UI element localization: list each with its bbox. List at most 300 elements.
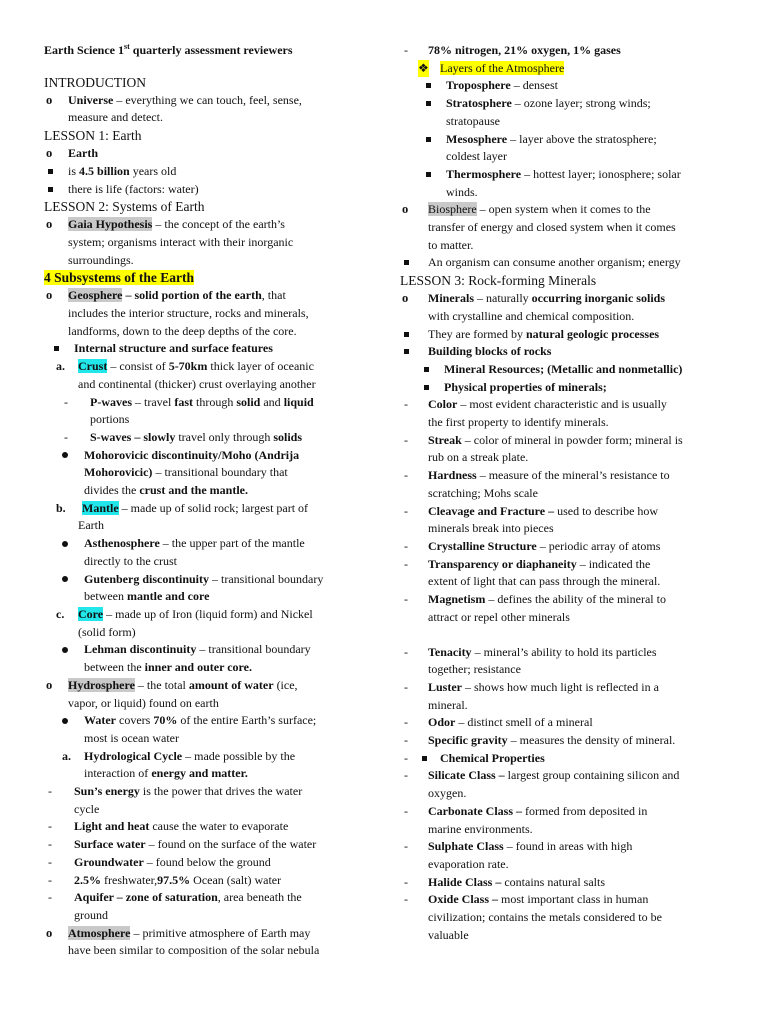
dash-marker: - [404,397,408,412]
text-run: largest group containing silicon and [504,768,680,783]
circle-bullet-icon: o [46,288,53,303]
letter-marker: b. [56,500,66,515]
list-item [44,429,362,447]
text-run: surroundings. [68,252,134,267]
line-continuation [44,730,362,748]
line-continuation [400,485,730,503]
dash-marker: - [404,468,408,483]
bold-term: Halide Class – [428,874,502,889]
text-run: travel only through [175,429,274,444]
text-run: – densest [510,78,559,93]
square-bullet-icon [48,169,53,174]
text-run: – transitional boundary that [152,465,288,480]
text-run: most important class in human [498,892,649,907]
list-item [44,783,362,801]
dash-marker: - [64,394,68,409]
list-item [44,287,362,305]
list-item [400,467,730,485]
line-continuation [44,109,362,127]
text-run: landforms, down to the deep depths of the core. [68,323,297,338]
bold-term: Streak [428,432,462,447]
dash-marker: - [404,538,408,553]
text-run: – found on the surface of the water [145,837,317,852]
bold-term: 78% nitrogen, 21% oxygen, 1% gases [428,43,621,57]
text-run: vapor, or liquid) found on earth [68,695,219,710]
highlighted-term: Geosphere [68,288,123,303]
text-run: – measures the density of mineral. [507,733,676,748]
text-run: – primitive atmosphere of Earth may [130,925,311,940]
line-continuation [44,907,362,925]
bold-term: inner and outer core. [144,660,252,675]
round-bullet-icon [62,647,68,653]
bold-term: Stratosphere [446,96,512,111]
bold-term: Internal structure and surface features [74,341,273,356]
circle-bullet-icon: o [46,92,53,107]
list-item [44,500,362,518]
text-run: extent of light that can pass through the mineral. [428,574,661,589]
text-run: coldest layer [446,149,507,164]
text-run: thick layer of oceanic [207,359,314,374]
text-run: They are formed by [428,326,526,341]
text-run: LESSON 1: Earth [44,128,142,144]
list-item [400,254,730,272]
dash-marker: - [404,432,408,447]
list-item [400,732,730,750]
bold-term: Mohorovicic discontinuity/Moho (Andrija [84,447,300,462]
text-run: together; resistance [428,662,521,677]
text-run: INTRODUCTION [44,74,146,90]
bold-term: Light and heat [74,819,150,834]
text-run: – transitional boundary [209,571,324,586]
list-item [44,925,362,943]
bold-term: fast [174,394,193,409]
dash-marker: - [404,715,408,730]
text-run: includes the interior structure, rocks and minerals, [68,306,309,321]
bold-term: Sun’s energy [74,784,140,799]
dash-marker: - [48,784,52,799]
text-run: and [260,394,284,409]
text-run: the first property to identify minerals. [428,415,609,430]
line-continuation [44,588,362,606]
line-continuation [44,765,362,783]
highlighted-term: Layers of the Atmosphere [440,60,565,75]
bold-term: Sulphate Class [428,839,504,854]
text-run: attract or repel other minerals [428,609,570,624]
text-run: evaporation rate. [428,856,509,871]
text-run: civilization; contains the metals considered to be [428,910,662,925]
line-continuation [400,237,730,255]
bold-term: Hydrological Cycle [84,748,183,763]
right-column [400,42,730,944]
line-continuation [400,821,730,839]
list-item [44,677,362,695]
bold-term: Mineral Resources; (Metallic and nonmetallic) [444,361,683,376]
bold-term: Physical properties of minerals; [444,379,607,394]
text-run: – distinct smell of a mineral [455,715,593,730]
text-run: LESSON 3: Rock-forming Minerals [400,273,597,289]
bold-term: Magnetism [428,592,486,607]
highlighted-term: Hydrosphere [68,677,135,692]
text-run: valuable [428,927,469,942]
list-item [44,854,362,872]
line-continuation [44,801,362,819]
circle-bullet-icon: o [46,146,53,161]
bold-term: Building blocks of rocks [428,344,552,359]
text-run: portions [90,412,130,427]
highlighted-term: Core [78,606,104,621]
list-item [44,340,362,358]
bold-term: Transparency or diaphaneity [428,556,577,571]
list-item [44,818,362,836]
text-run: oxygen. [428,786,467,801]
line-continuation [44,659,362,677]
text-run: – transitional boundary [196,642,311,657]
text-run: – travel [132,394,175,409]
text-run: – open system when it comes to the [476,202,651,217]
dash-marker: - [404,592,408,607]
text-run: cycle [74,801,100,816]
round-bullet-icon [62,718,68,724]
list-item [44,712,362,730]
text-run: measure and detect. [68,110,163,125]
square-bullet-icon [48,187,53,192]
bold-term: Luster [428,679,462,694]
line-continuation [400,414,730,432]
list-item [400,379,730,397]
text-run: freshwater, [101,872,158,887]
line-continuation [44,305,362,323]
text-run: contains natural salts [501,874,605,889]
list-item [400,396,730,414]
list-item [400,343,730,361]
list-item [44,889,362,907]
text-run: (solid form) [78,624,136,639]
dash-marker: - [48,890,52,905]
bold-term: liquid [283,394,314,409]
text-run: winds. [446,184,478,199]
text-run: An organism can consume another organism; energy [428,255,681,270]
bold-term: 2.5% [74,872,101,887]
line-continuation [44,553,362,571]
circle-bullet-icon: o [402,202,409,217]
highlighted-term: Biosphere [428,202,477,217]
list-item [44,163,362,181]
bold-term: Universe [68,92,114,107]
highlighted-term: Atmosphere [68,925,131,940]
text-run: between the [84,660,145,675]
text-run: , that [261,288,286,303]
list-item [400,503,730,521]
square-bullet-icon [424,385,429,390]
square-bullet-icon [404,349,409,354]
dash-marker: - [404,803,408,818]
line-continuation [44,482,362,500]
line-continuation [400,856,730,874]
list-item [400,803,730,821]
line-continuation [44,517,362,535]
list-item [44,748,362,766]
square-bullet-icon [426,101,431,106]
line-continuation [400,219,730,237]
section-heading [44,269,362,287]
list-item [400,714,730,732]
text-run: cause the water to evaporate [149,819,289,834]
dash-marker: - [64,429,68,444]
bold-term: Odor [428,715,456,730]
text-run: have been similar to composition of the solar nebula [68,943,320,958]
list-item [400,891,730,909]
list-item [400,679,730,697]
bold-term: Groundwater [74,854,144,869]
text-run: years old [129,163,177,178]
bold-term: Tenacity [428,644,472,659]
list-item [44,145,362,163]
bold-term: 97.5% [157,872,191,887]
section-heading [400,272,730,290]
text-run: rub on a streak plate. [428,450,529,465]
bold-term: Minerals [428,291,474,306]
line-continuation [400,927,730,945]
bold-term: Troposphere [446,78,511,93]
text-run: used to describe how [554,503,659,518]
bold-term: 5-70km [168,359,208,374]
list-item [400,42,730,60]
text-run: through [193,394,237,409]
round-bullet-icon [62,576,68,582]
text-run: with crystalline and chemical composition. [428,308,635,323]
text-run: there is life (factors: water) [68,181,199,196]
text-run: – found in areas with high [503,839,633,854]
text-run: – consist of [107,359,169,374]
line-continuation [44,234,362,252]
text-run: – the total [134,677,189,692]
text-run: – measure of the mineral’s resistance to [476,468,670,483]
line-continuation [400,148,730,166]
square-bullet-icon [54,346,59,351]
dash-marker: - [404,892,408,907]
bold-term: Water [84,713,116,728]
text-run: system; organisms interact with their inorganic [68,234,294,249]
text-run: – indicated the [576,556,651,571]
dash-marker: - [404,839,408,854]
section-heading [44,198,362,216]
text-run: – periodic array of atoms [536,538,661,553]
bold-term: Earth Science 1 [44,43,124,57]
bold-term: S-waves – slowly [90,429,176,444]
list-item [400,166,730,184]
line-continuation [44,624,362,642]
section-heading [44,127,362,145]
bold-term: Earth [68,146,98,161]
text-run: to matter. [428,237,474,252]
line-continuation [44,464,362,482]
line-continuation [400,697,730,715]
text-run: Ocean (salt) water [190,872,282,887]
list-item [400,874,730,892]
section-heading [44,74,362,92]
square-bullet-icon [422,756,427,761]
bold-term: Carbonate Class – [428,803,523,818]
bold-term: solids [273,429,303,444]
list-item [44,92,362,110]
list-item [44,571,362,589]
text-run: ground [74,907,108,922]
dash-marker: - [404,43,408,57]
list-item [44,535,362,553]
bold-term: Mesosphere [446,131,508,146]
square-bullet-icon [426,83,431,88]
text-run: – the upper part of the mantle [159,536,305,551]
bold-term: Gutenberg discontinuity [84,571,210,586]
line-continuation [400,113,730,131]
bold-term: st [124,42,130,51]
letter-marker: c. [56,606,65,621]
text-run: interaction of [84,766,152,781]
dash-marker: - [404,679,408,694]
text-run: – made possible by the [182,748,296,763]
text-run: – naturally [474,291,532,306]
text-run: – layer above the stratosphere; [507,131,657,146]
bold-term: Thermosphere [446,166,522,181]
list-item [400,60,730,78]
square-bullet-icon [404,332,409,337]
round-bullet-icon [62,541,68,547]
bold-term: – solid portion of the earth [122,288,262,303]
text-run: , area beneath the [217,890,302,905]
line-continuation [44,942,362,960]
list-item [400,131,730,149]
text-run: is the power that drives the water [139,784,303,799]
list-item [44,394,362,412]
line-continuation [44,411,362,429]
list-item [44,836,362,854]
bold-term: Mohorovicic) [84,465,153,480]
line-continuation [44,695,362,713]
dash-marker: - [404,750,408,765]
text-run: scratching; Mohs scale [428,485,538,500]
dash-marker: - [404,874,408,889]
diamond-bullet-icon: ❖ [418,60,429,78]
line-continuation [44,376,362,394]
text-run: transfer of energy and closed system when it comes [428,220,676,235]
list-item [400,290,730,308]
text-run: LESSON 2: Systems of Earth [44,199,205,215]
square-bullet-icon [426,137,431,142]
text-run: – ozone layer; strong winds; [511,96,651,111]
bold-term: Crystalline Structure [428,538,537,553]
line-continuation [400,573,730,591]
square-bullet-icon [424,367,429,372]
letter-marker: a. [56,359,65,374]
bold-term: crust and the mantle. [139,483,248,498]
list-item [400,538,730,556]
text-run: – hottest layer; ionosphere; solar [521,166,681,181]
text-run: stratopause [446,113,500,128]
text-run: – shows how much light is reflected in a [462,679,659,694]
text-run: minerals break into pieces [428,521,554,536]
line-continuation [400,308,730,326]
bold-term: Lehman discontinuity [84,642,197,657]
bold-term: P-waves [90,394,132,409]
bold-term: quarterly assessment reviewers [129,43,293,57]
text-run: – most evident characteristic and is usually [457,397,667,412]
text-run: Earth [78,518,104,533]
line-continuation [44,252,362,270]
line-continuation [400,909,730,927]
list-item [44,606,362,624]
square-bullet-icon [404,260,409,265]
text-run: – made up of solid rock; largest part of [118,500,309,515]
list-item [400,556,730,574]
bold-term: Cleavage and Fracture – [428,503,555,518]
circle-bullet-icon: o [46,925,53,940]
bold-term: solid [236,394,261,409]
text-run: of the entire Earth’s surface; [177,713,317,728]
list-item [400,767,730,785]
text-run: – found below the ground [143,854,271,869]
list-item [44,42,362,60]
list-item [44,216,362,234]
list-item [400,838,730,856]
list-item [400,644,730,662]
line-continuation [400,520,730,538]
text-run: – color of mineral in powder form; mineral is [461,432,683,447]
text-run: divides the [84,483,140,498]
list-item [400,326,730,344]
line-continuation [400,661,730,679]
bold-term: Color [428,397,458,412]
round-bullet-icon [62,452,68,458]
text-run: – everything we can touch, feel, sense, [113,92,302,107]
text-run: covers [116,713,154,728]
dash-marker: - [404,503,408,518]
text-run: – defines the ability of the mineral to [485,592,666,607]
bold-term: 4.5 billion [79,163,130,178]
list-item [400,750,730,768]
bold-term: amount of water [188,677,274,692]
text-run: – made up of Iron (liquid form) and Nickel [103,606,313,621]
bold-term: Aquifer – zone of saturation [74,890,218,905]
line-continuation [44,323,362,341]
circle-bullet-icon: o [46,217,53,232]
dash-marker: - [48,819,52,834]
text-run: – the concept of the earth’s [152,217,285,232]
text-run: marine environments. [428,821,533,836]
text-run: – mineral’s ability to hold its particles [471,644,657,659]
text-run: most is ocean water [84,730,179,745]
line-continuation [400,449,730,467]
highlighted-term: Crust [78,359,108,374]
dash-marker: - [48,872,52,887]
text-run: formed from deposited in [522,803,648,818]
line-continuation [400,609,730,627]
list-item [44,872,362,890]
list-item [44,641,362,659]
text-run: directly to the crust [84,553,177,568]
bold-term: Chemical Properties [440,750,545,765]
dash-marker: - [404,768,408,783]
square-bullet-icon [426,172,431,177]
list-item [400,95,730,113]
list-item [400,201,730,219]
bold-term: Silicate Class – [428,768,505,783]
dash-marker: - [404,556,408,571]
bold-term: natural geologic processes [525,326,660,341]
letter-marker: a. [62,748,71,763]
bold-term: mantle and core [126,589,210,604]
text-run: between [84,589,127,604]
bold-term: Specific gravity [428,733,508,748]
